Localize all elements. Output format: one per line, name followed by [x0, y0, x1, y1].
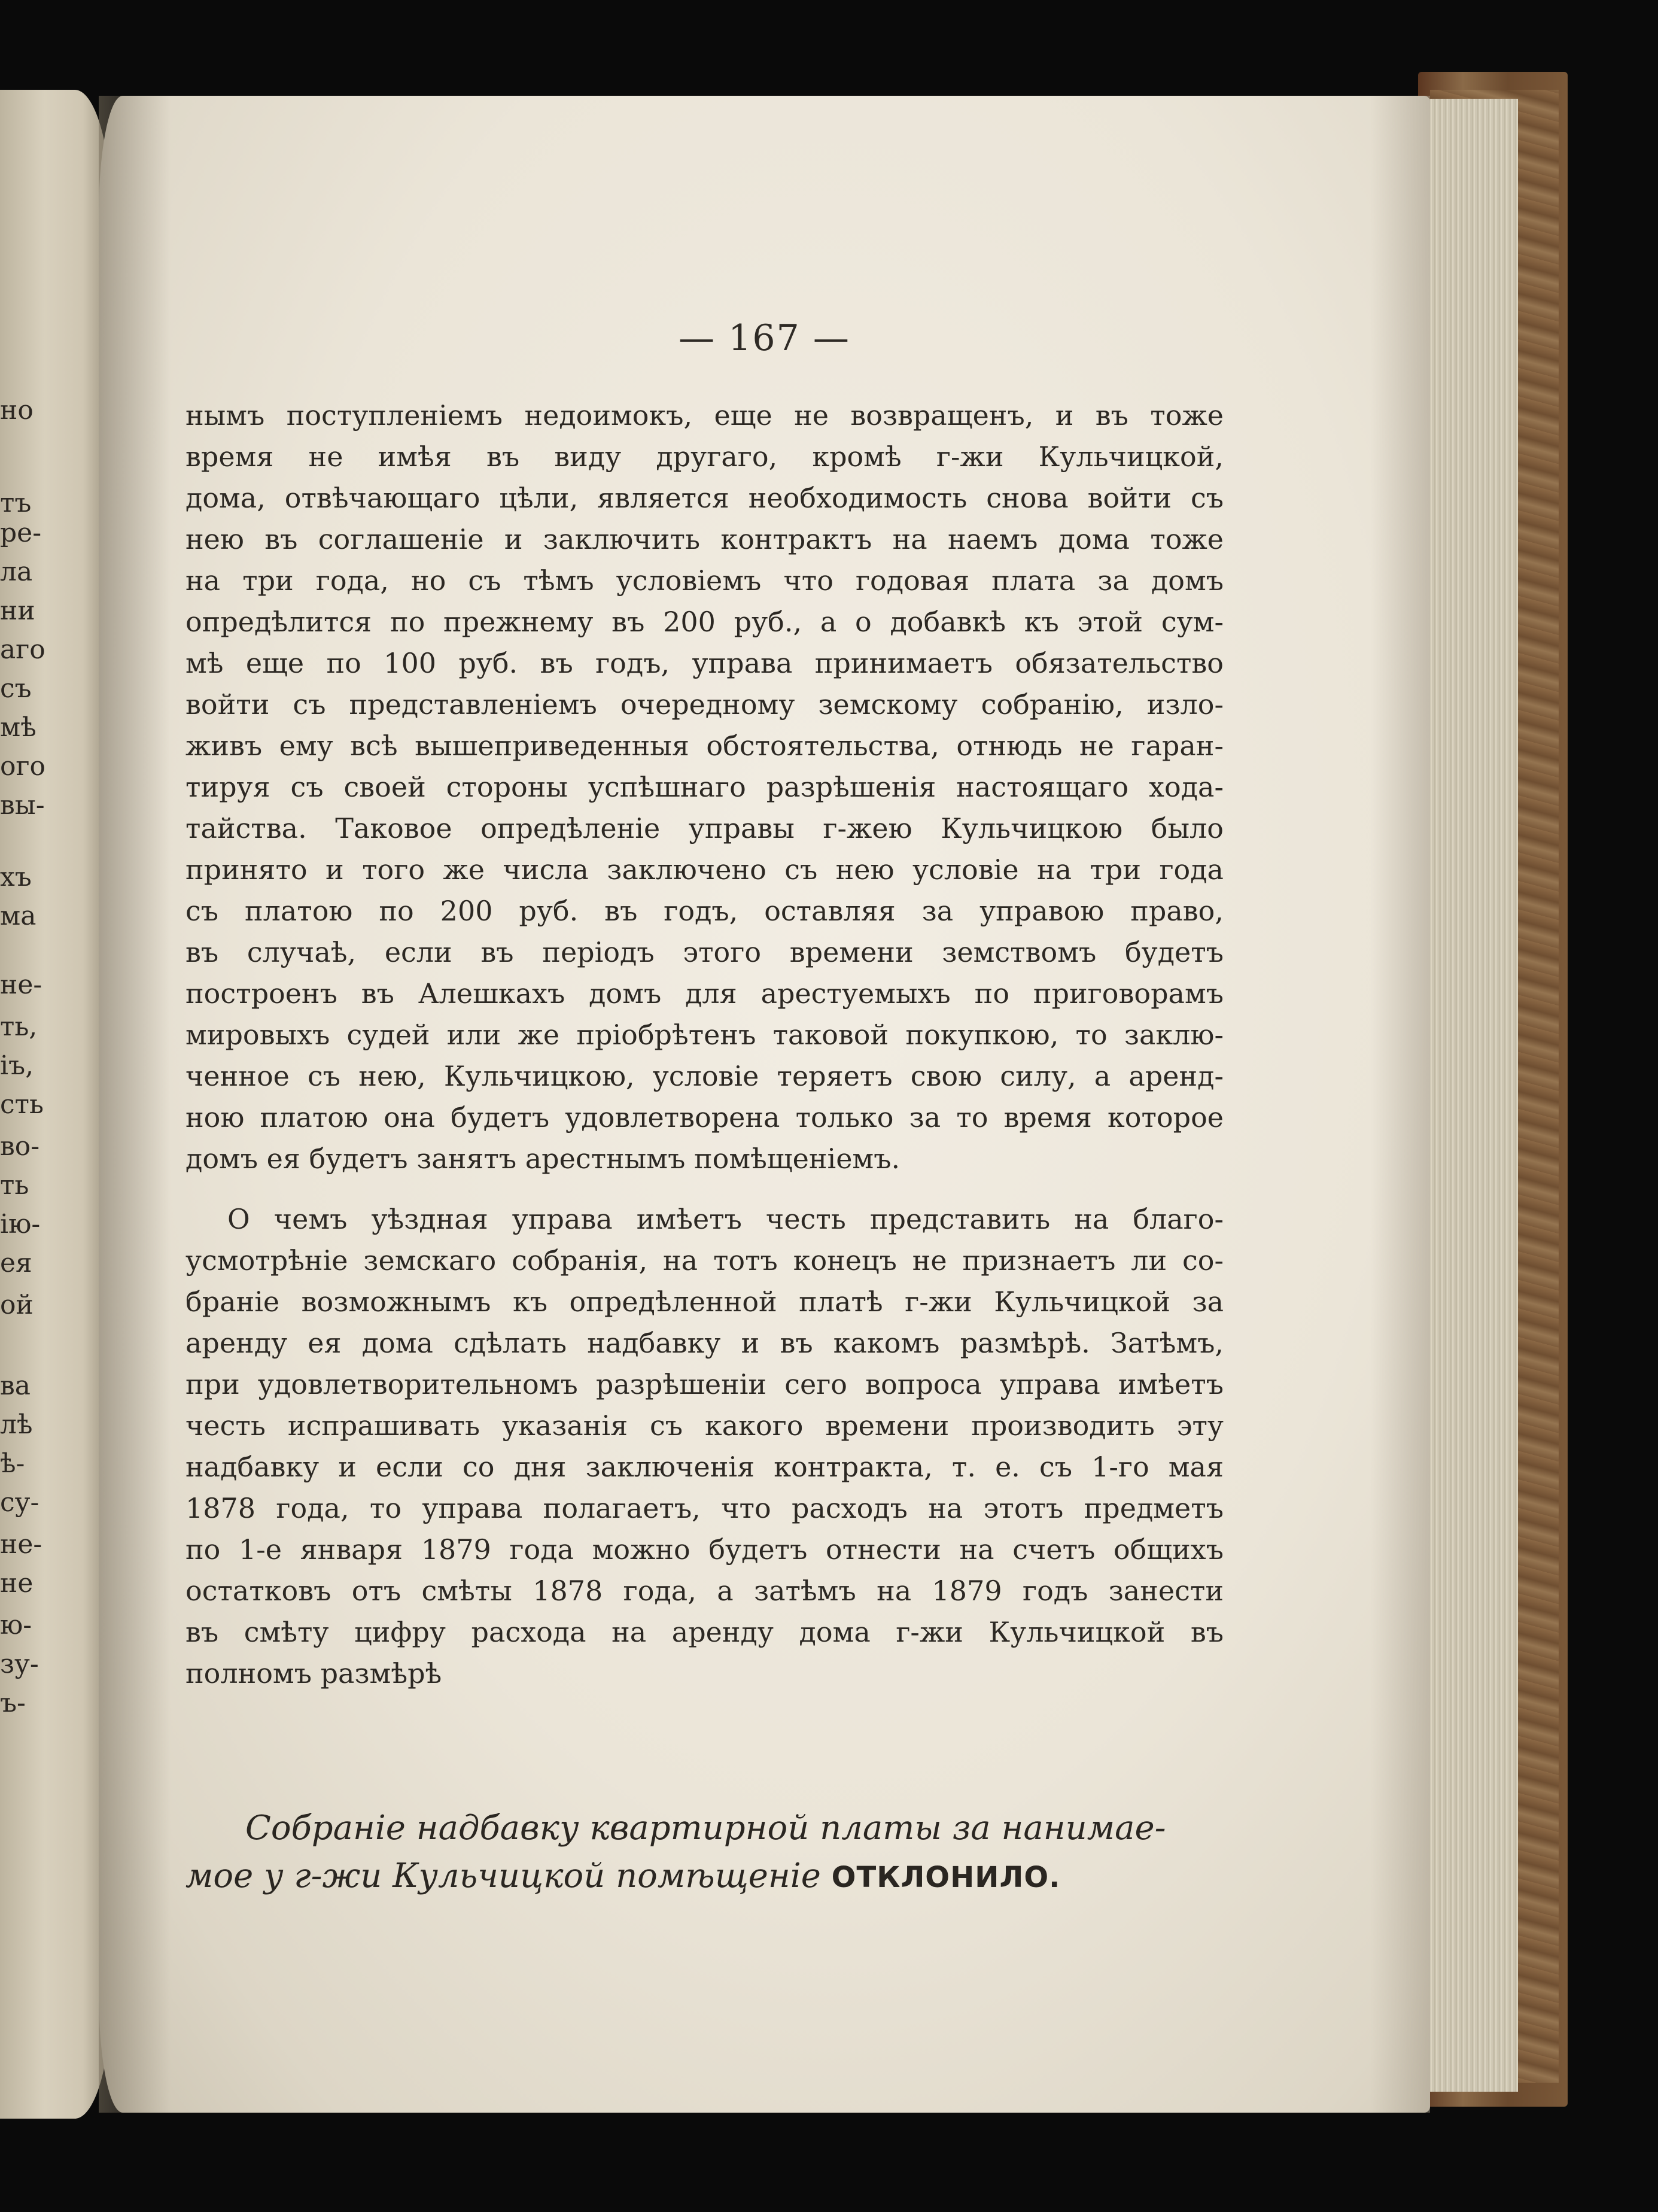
left-page-fragment: ея: [0, 1248, 32, 1278]
text-line: полномъ размѣрѣ: [185, 1657, 442, 1690]
text-line: остатковъ отъ смѣты 1878 года, а затѣмъ на 1879 годъ занести: [185, 1575, 1224, 1607]
left-page-fragment: ва: [0, 1371, 31, 1401]
text-line: живъ ему всѣ вышеприведенныя обстоятельства, отнюдь не гаран-: [185, 730, 1224, 762]
text-line: усмотрѣніе земскаго собранія, на тотъ конецъ не признаетъ ли со-: [185, 1244, 1224, 1277]
left-page-fragment: зу-: [0, 1649, 39, 1679]
left-page-fragment: мѣ: [0, 712, 36, 743]
text-line: при удовлетворительномъ разрѣшеніи сего вопроса управа имѣетъ: [185, 1368, 1224, 1400]
page-right-shadow: [1370, 96, 1430, 2113]
right-page: [99, 96, 1430, 2113]
left-page-fragment: ма: [0, 901, 36, 931]
text-line: 1878 года, то управа полагаетъ, что расходъ на этотъ предметъ: [185, 1492, 1224, 1524]
text-line: дома, отвѣчающаго цѣли, является необходимость снова войти съ: [185, 482, 1224, 514]
text-line: тируя съ своей стороны успѣшнаго разрѣшенія настоящаго хода-: [185, 771, 1224, 803]
page-number: — 167 —: [679, 317, 850, 359]
left-page-fragment: ре-: [0, 518, 42, 548]
body-text: [185, 395, 1224, 1694]
text-line: браніе возможнымъ къ опредѣленной платѣ г-жи Кульчицкой за: [185, 1286, 1224, 1318]
text-line: въ смѣту цифру расхода на аренду дома г-жи Кульчицкой въ: [185, 1616, 1224, 1648]
text-line: въ случаѣ, если въ періодъ этого времени земствомъ будетъ: [185, 936, 1224, 968]
text-line: О чемъ уѣздная управа имѣетъ честь представить на благо-: [227, 1203, 1224, 1235]
text-line: опредѣлится по прежнему въ 200 руб., а о добавкѣ къ этой сум-: [185, 606, 1224, 638]
text-line: на три года, но съ тѣмъ условіемъ что годовая плата за домъ: [185, 564, 1224, 597]
text-line: войти съ представленіемъ очередному земскому собранію, изло-: [185, 688, 1224, 721]
text-line: время не имѣя въ виду другаго, кромѣ г-жи Кульчицкой,: [185, 440, 1224, 473]
text-line: съ платою по 200 руб. въ годъ, оставляя за управою право,: [185, 895, 1224, 927]
left-page-fragment: ть: [0, 1170, 29, 1201]
left-page-fragment: су-: [0, 1487, 39, 1518]
text-line: честь испрашивать указанія съ какого времени производить эту: [185, 1409, 1224, 1442]
left-page-fragment: съ: [0, 673, 32, 704]
left-page-fragment: но: [0, 395, 34, 426]
text-line: по 1-е января 1879 года можно будетъ отнести на счетъ общихъ: [185, 1533, 1224, 1566]
resolution-line-2: [185, 1852, 1224, 1900]
left-page-fragment: аго: [0, 634, 45, 665]
left-page-fragment: ой: [0, 1290, 34, 1320]
resolution-line-2-italic: мое у г-жи Кульчицкой помѣщеніе: [185, 1856, 821, 1895]
text-line: домъ ея будетъ занятъ арестнымъ помѣщеніемъ.: [185, 1143, 901, 1175]
left-page-fragment: вы-: [0, 790, 45, 821]
text-line: мировыхъ судей или же пріобрѣтенъ таковой покупкою, то заклю-: [185, 1019, 1224, 1051]
text-line: нею въ соглашеніе и заключить контрактъ на наемъ дома тоже: [185, 523, 1224, 555]
resolution: [185, 1804, 1224, 1900]
resolution-verdict: ОТКЛОНИЛО.: [831, 1861, 1061, 1894]
paragraph-gap: [185, 1180, 1224, 1199]
left-page-fragment: не-: [0, 1529, 42, 1560]
text-line: надбавку и если со дня заключенія контракта, т. е. съ 1-го мая: [185, 1451, 1224, 1483]
left-page-fragment: ъ-: [0, 1688, 26, 1718]
left-page-fragment: ни: [0, 595, 35, 626]
left-page-fragment: ла: [0, 557, 33, 587]
left-page-fragment: сть: [0, 1089, 44, 1120]
text-line: нымъ поступленіемъ недоимокъ, еще не возвращенъ, и въ тоже: [185, 399, 1224, 432]
left-page: [0, 90, 111, 2119]
text-line: аренду ея дома сдѣлать надбавку и въ какомъ размѣрѣ. Затѣмъ,: [185, 1327, 1224, 1359]
text-line: принято и того же числа заключено съ нею условіе на три года: [185, 853, 1224, 886]
text-line: построенъ въ Алешкахъ домъ для арестуемыхъ по приговорамъ: [185, 977, 1224, 1010]
text-line: ченное съ нею, Кульчицкою, условіе теряетъ свою силу, а аренд-: [185, 1060, 1224, 1092]
left-page-fragment: ого: [0, 751, 46, 782]
left-page-fragment: не-: [0, 970, 42, 1000]
left-page-fragment: лѣ: [0, 1409, 33, 1440]
left-page-text: [0, 90, 111, 2119]
left-page-fragment: тъ: [0, 488, 32, 518]
resolution-line-1: Собраніе надбавку квартирной платы за нанимае-: [245, 1809, 1166, 1848]
left-page-fragment: ію-: [0, 1209, 41, 1239]
left-page-fragment: іъ,: [0, 1050, 34, 1081]
left-page-fragment: ѣ-: [0, 1448, 25, 1479]
left-page-fragment: хъ: [0, 862, 32, 892]
left-page-fragment: ю-: [0, 1610, 32, 1640]
left-page-fragment: ть,: [0, 1011, 38, 1042]
text-line: мѣ еще по 100 руб. въ годъ, управа принимаетъ обязательство: [185, 647, 1224, 679]
gutter-shadow: [99, 96, 171, 2113]
text-line: тайства. Таковое опредѣленіе управы г-жею Кульчицкою было: [185, 812, 1224, 844]
text-line: ною платою она будетъ удовлетворена только за то время которое: [185, 1101, 1224, 1134]
left-page-fragment: не: [0, 1568, 34, 1599]
left-page-fragment: во-: [0, 1131, 40, 1162]
